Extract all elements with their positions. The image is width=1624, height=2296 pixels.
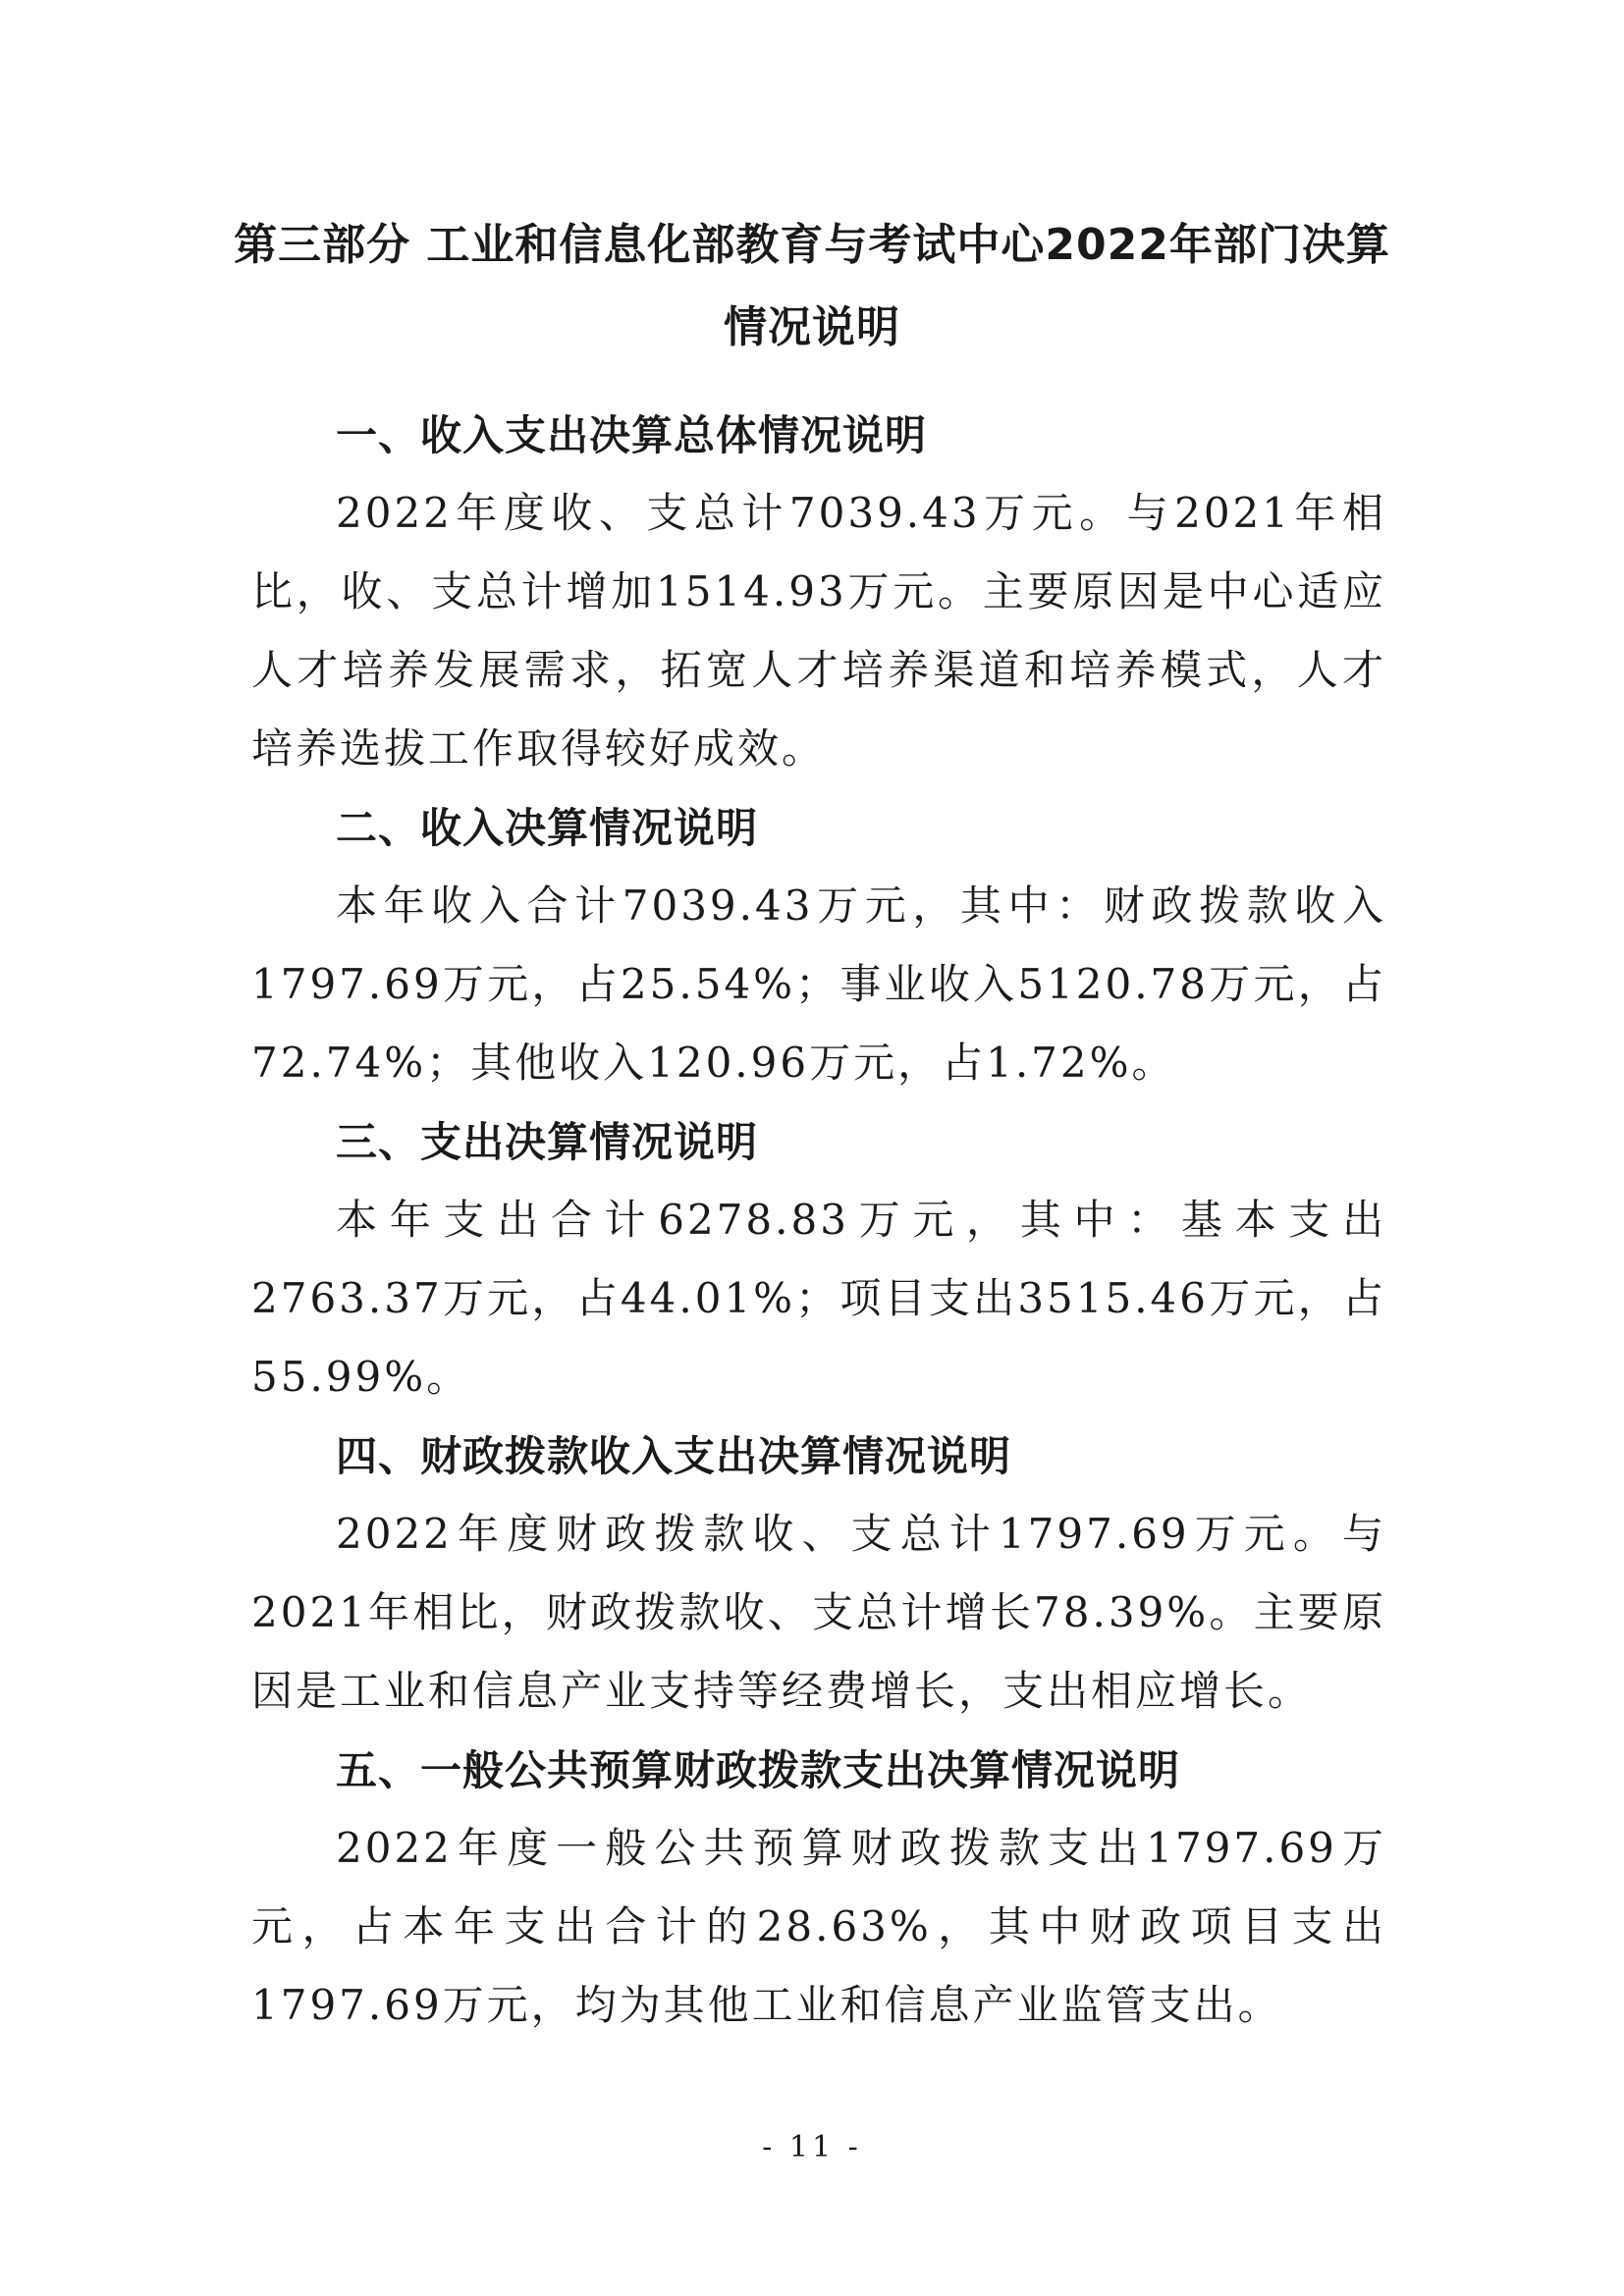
document-title-line-1: 第三部分 工业和信息化部教育与考试中心2022年部门决算: [234, 220, 1390, 270]
document-title: [187, 204, 1437, 369]
document-body: [251, 398, 1386, 2047]
section-paragraph-expenditure: 本年支出合计6278.83万元，其中：基本支出2763.37万元，占44.01%；项目支出3515.46万元，占55.99%。: [251, 1196, 1386, 1401]
section-heading-income: 二、收入决算情况说明: [336, 804, 759, 852]
section-paragraph-general-public-budget: 2022年度一般公共预算财政拨款支出1797.69万元，占本年支出合计的28.63%，其中财政项目支出1797.69万元，均为其他工业和信息产业监管支出。: [251, 1824, 1386, 2029]
page-number: - 11 -: [762, 2130, 862, 2164]
section-heading-overall: 一、收入支出决算总体情况说明: [336, 411, 928, 459]
section-heading-expenditure: 三、支出决算情况说明: [336, 1118, 759, 1166]
section-paragraph-overall: 2022年度收、支总计7039.43万元。与2021年相比，收、支总计增加1514.93万元。主要原因是中心适应人才培养发展需求，拓宽人才培养渠道和培养模式，人才培养选拔工作取得较好成效。: [251, 489, 1386, 773]
section-heading-fiscal-appropriation: 四、财政拨款收入支出决算情况说明: [336, 1432, 1012, 1480]
document-title-line-2: 情况说明: [724, 302, 900, 352]
section-paragraph-income: 本年收入合计7039.43万元，其中：财政拨款收入1797.69万元，占25.54%；事业收入5120.78万元，占72.74%；其他收入120.96万元，占1.72%。: [251, 881, 1386, 1087]
section-paragraph-fiscal-appropriation: 2022年度财政拨款收、支总计1797.69万元。与2021年相比，财政拨款收、支总计增长78.39%。主要原因是工业和信息产业支持等经费增长，支出相应增长。: [251, 1510, 1386, 1715]
section-heading-general-public-budget: 五、一般公共预算财政拨款支出决算情况说明: [336, 1746, 1181, 1794]
